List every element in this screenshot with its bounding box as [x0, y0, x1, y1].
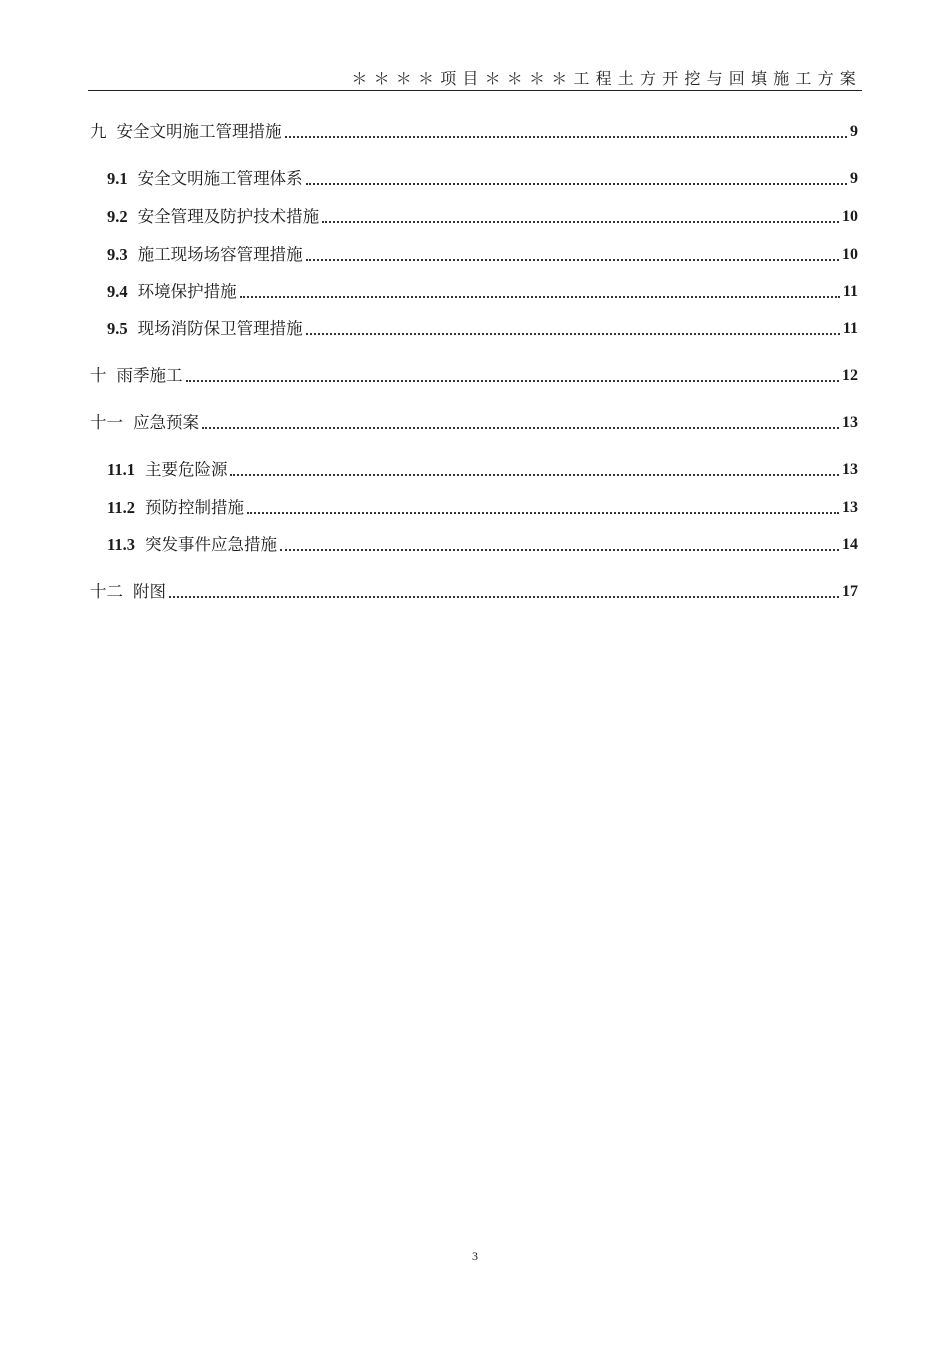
toc-dot-leader: [230, 474, 839, 476]
toc-entry-number: 9.4: [107, 282, 128, 301]
toc-dot-leader: [280, 549, 839, 551]
toc-entry-title: 环境保护措施: [137, 282, 237, 301]
toc-entry-page: 10: [842, 246, 858, 263]
toc-dot-leader: [306, 333, 840, 335]
toc-entry-page: 11: [842, 320, 858, 337]
toc-dot-leader: [247, 512, 839, 514]
toc-entry-title: 预防控制措施: [144, 498, 244, 517]
toc-entry-page: 12: [842, 367, 858, 384]
toc-entry-number: 九: [90, 122, 107, 141]
toc-entry-page: 13: [842, 461, 858, 478]
toc-entry-number: 9.5: [107, 319, 128, 338]
toc-entry-page: 11: [842, 283, 858, 300]
toc-entry-title: 安全文明施工管理措施: [116, 122, 282, 141]
toc-entry-page: 9: [850, 170, 858, 187]
toc-entry-number: 9.3: [107, 245, 128, 264]
toc-dot-leader: [285, 136, 848, 138]
toc-entry-title: 安全管理及防护技术措施: [137, 207, 320, 226]
toc-dot-leader: [202, 427, 839, 429]
toc-entry-11[interactable]: [90, 411, 858, 435]
toc-entry-page: 17: [842, 583, 858, 600]
toc-entry-page: 10: [842, 208, 858, 225]
toc-dot-leader: [306, 183, 847, 185]
toc-entry-title: 附图: [133, 582, 166, 601]
toc-entry-number: 十: [90, 366, 107, 385]
page-number: 3: [472, 1249, 478, 1263]
toc-entry-page: 14: [842, 536, 858, 553]
toc-entry-title: 突发事件应急措施: [144, 535, 277, 554]
toc-entry-title: 施工现场场容管理措施: [137, 245, 303, 264]
toc-entry-number: 9.2: [107, 207, 128, 226]
toc-entry-number: 11.2: [107, 498, 135, 517]
toc-entry-page: 13: [842, 414, 858, 431]
toc-entry-title: 现场消防保卫管理措施: [137, 319, 303, 338]
toc-entry-page: 9: [850, 123, 858, 140]
toc-entry-9-2[interactable]: [107, 205, 858, 229]
toc-entry-11-2[interactable]: [107, 496, 858, 520]
toc-dot-leader: [240, 296, 840, 298]
toc-entry-number: 11.3: [107, 535, 135, 554]
toc-entry-number: 十二: [90, 582, 123, 601]
toc-entry-12[interactable]: [90, 580, 858, 604]
toc-entry-9-3[interactable]: [107, 243, 858, 267]
toc-entry-title: 雨季施工: [116, 366, 183, 385]
toc-dot-leader: [169, 596, 839, 598]
toc-entry-9-5[interactable]: [107, 317, 858, 341]
toc-entry-10[interactable]: [90, 364, 858, 388]
toc-entry-title: 应急预案: [133, 413, 199, 432]
toc-entry-9-1[interactable]: [107, 167, 858, 191]
toc-entry-11-1[interactable]: [107, 458, 858, 482]
toc-entry-11-3[interactable]: [107, 533, 858, 557]
toc-entry-page: 13: [842, 499, 858, 516]
toc-entry-9-4[interactable]: [107, 280, 858, 304]
running-header: ＊＊＊＊项目＊＊＊＊工程土方开挖与回填施工方案: [351, 69, 862, 88]
toc-entry-number: 十一: [90, 413, 123, 432]
toc-dot-leader: [322, 221, 839, 223]
toc-dot-leader: [306, 259, 839, 261]
toc-entry-number: 11.1: [107, 460, 135, 479]
toc-entry-9[interactable]: [90, 120, 858, 144]
toc-entry-title: 主要危险源: [144, 460, 228, 479]
toc-entry-title: 安全文明施工管理体系: [137, 169, 303, 188]
toc-entry-number: 9.1: [107, 169, 128, 188]
toc-dot-leader: [186, 380, 840, 382]
